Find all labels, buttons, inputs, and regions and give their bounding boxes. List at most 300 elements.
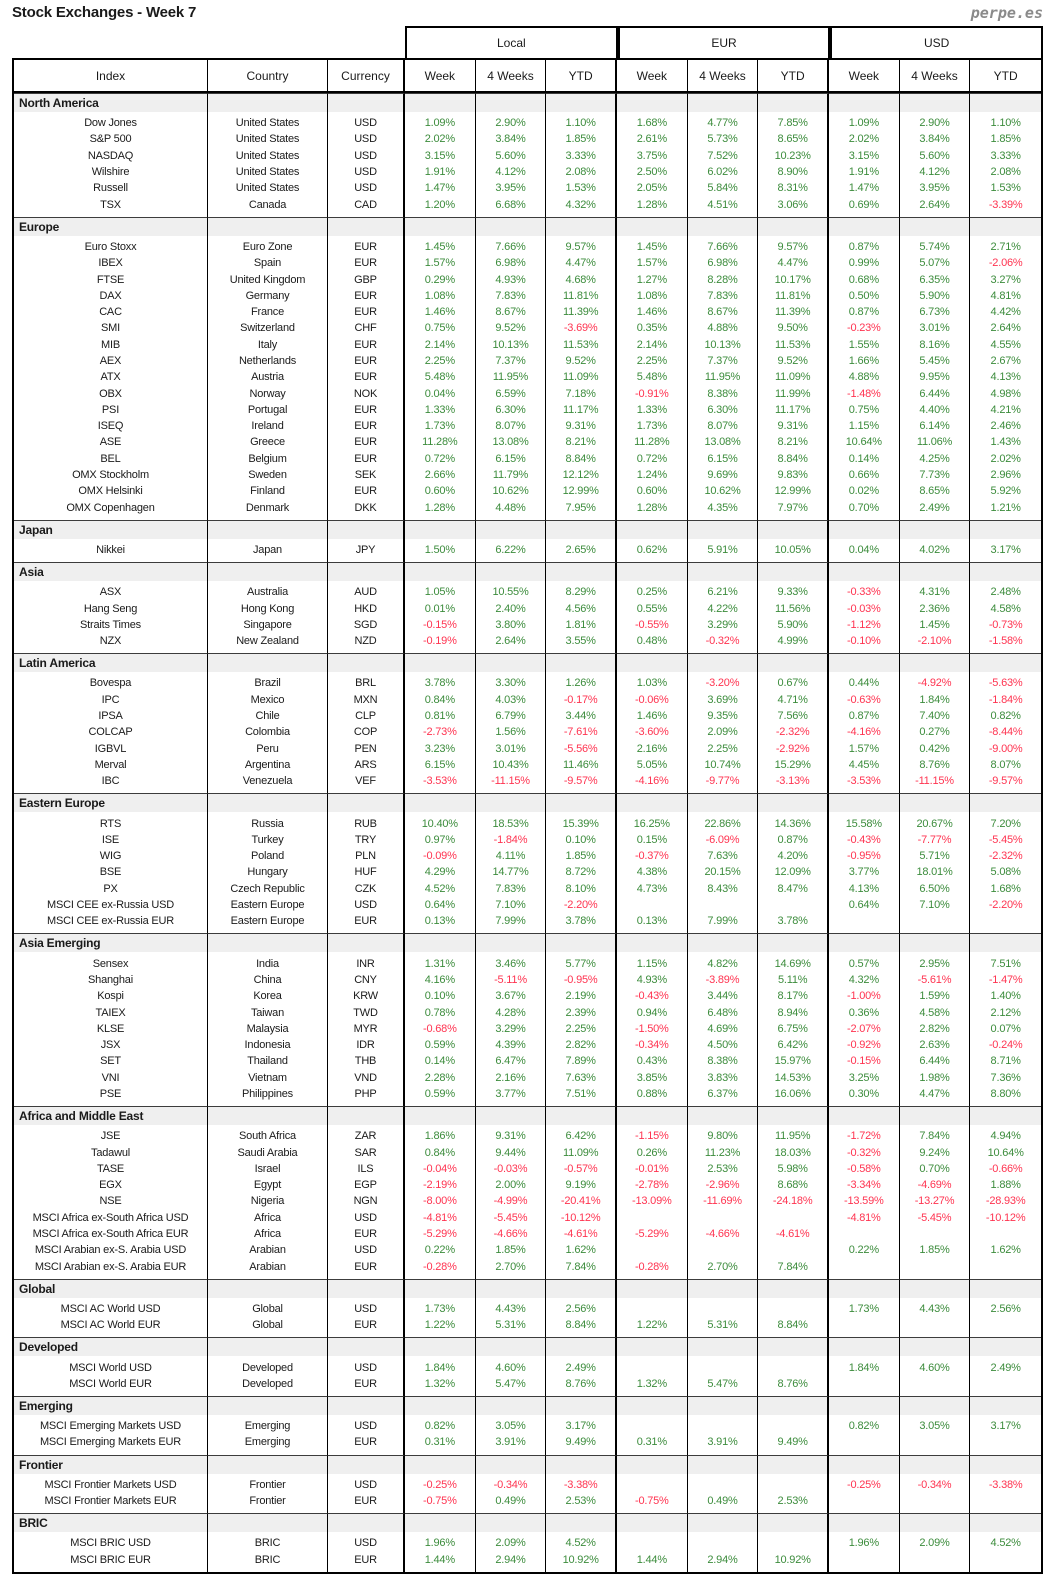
country-cell: Greece xyxy=(208,434,328,450)
currency-cell: EUR xyxy=(328,402,405,418)
value-cell: -1.84% xyxy=(476,832,547,848)
country-cell: United States xyxy=(208,115,328,131)
value-cell: 0.82% xyxy=(829,1418,900,1434)
value-cell: -2.32% xyxy=(988,850,1023,863)
value-cell: 8.17% xyxy=(758,988,829,1004)
value-cell: -11.69% xyxy=(688,1193,759,1209)
currency-cell: TWD xyxy=(328,1004,405,1020)
section-name-cell xyxy=(617,793,688,812)
value-cell: 4.69% xyxy=(688,1021,759,1037)
value-cell: 18.53% xyxy=(476,815,547,831)
value-cell: 0.22% xyxy=(829,1242,900,1258)
value-cell: 6.44% xyxy=(900,1053,971,1069)
value-cell: 1.68% xyxy=(617,115,688,131)
section-name-cell xyxy=(688,562,759,581)
value-cell: 1.47% xyxy=(405,180,476,196)
value-cell: 0.68% xyxy=(829,271,900,287)
value-cell: -24.18% xyxy=(758,1193,829,1209)
value-cell: 0.94% xyxy=(617,1004,688,1020)
value-cell: 0.59% xyxy=(405,1086,476,1102)
value-cell: 8.07% xyxy=(688,418,759,434)
value-cell: 1.55% xyxy=(829,337,900,353)
section-name-cell xyxy=(405,1279,476,1298)
value-cell: 16.25% xyxy=(617,815,688,831)
value-cell: 1.15% xyxy=(829,418,900,434)
value-cell: 2.12% xyxy=(990,1006,1021,1019)
section-name-cell xyxy=(328,653,405,672)
currency-cell: INR xyxy=(328,955,405,971)
index-cell: JSE xyxy=(14,1128,208,1144)
value-cell: 3.85% xyxy=(617,1070,688,1086)
country-cell: United Kingdom xyxy=(208,271,328,287)
value-cell: 1.22% xyxy=(405,1317,476,1333)
value-cell xyxy=(829,1551,900,1567)
value-cell: -0.75% xyxy=(617,1493,688,1509)
country-cell: United States xyxy=(208,131,328,147)
value-cell: 8.47% xyxy=(758,881,829,897)
value-cell: 2.65% xyxy=(546,542,617,558)
value-cell: 2.02% xyxy=(405,131,476,147)
value-cell: 2.56% xyxy=(546,1301,617,1317)
value-cell xyxy=(829,1434,900,1450)
value-cell xyxy=(758,1242,829,1258)
value-cell: 0.26% xyxy=(617,1144,688,1160)
value-cell: 7.83% xyxy=(688,288,759,304)
section-name-cell xyxy=(476,1455,547,1474)
value-cell: 1.88% xyxy=(990,1179,1021,1192)
value-cell: -0.33% xyxy=(829,584,900,600)
value-cell: 6.48% xyxy=(688,1004,759,1020)
country-cell: Hungary xyxy=(208,864,328,880)
section-name-cell xyxy=(617,653,688,672)
value-cell: 7.51% xyxy=(990,957,1021,970)
section-name-cell xyxy=(546,1513,617,1532)
value-cell: 2.36% xyxy=(900,600,971,616)
index-cell: MSCI Frontier Markets EUR xyxy=(14,1493,208,1509)
country-cell: Arabian xyxy=(208,1259,328,1275)
value-cell: 9.49% xyxy=(546,1434,617,1450)
value-cell: 4.43% xyxy=(476,1301,547,1317)
value-cell: 3.33% xyxy=(546,148,617,164)
value-cell xyxy=(829,1376,900,1392)
value-cell: 3.75% xyxy=(617,148,688,164)
currency-cell: EUR xyxy=(328,483,405,499)
value-cell: 6.44% xyxy=(900,385,971,401)
value-cell: -10.12% xyxy=(546,1210,617,1226)
country-cell: Brazil xyxy=(208,675,328,691)
section-name-cell xyxy=(758,562,829,581)
value-cell: 4.12% xyxy=(476,164,547,180)
value-cell: -1.15% xyxy=(617,1128,688,1144)
section-name-cell xyxy=(476,653,547,672)
value-cell: -1.12% xyxy=(829,617,900,633)
value-cell xyxy=(617,1242,688,1258)
value-cell: 1.73% xyxy=(405,418,476,434)
section-name-cell xyxy=(546,1455,617,1474)
value-cell: 10.17% xyxy=(758,271,829,287)
table-row xyxy=(14,1210,1041,1226)
value-cell: 1.09% xyxy=(405,115,476,131)
value-cell: 2.96% xyxy=(990,469,1021,482)
value-cell: 3.29% xyxy=(688,617,759,633)
value-cell: 4.68% xyxy=(546,271,617,287)
table-row xyxy=(14,483,1041,499)
value-cell: -0.06% xyxy=(617,692,688,708)
value-cell: 0.72% xyxy=(405,451,476,467)
value-cell: 4.32% xyxy=(829,972,900,988)
table-row xyxy=(14,897,1041,913)
value-cell xyxy=(900,1493,971,1509)
value-cell: 4.56% xyxy=(546,600,617,616)
value-cell: 9.50% xyxy=(758,320,829,336)
value-cell: 3.80% xyxy=(476,617,547,633)
currency-cell: JPY xyxy=(328,542,405,558)
value-cell: -0.04% xyxy=(405,1161,476,1177)
value-cell: 4.45% xyxy=(829,757,900,773)
section-name-cell xyxy=(900,1337,971,1356)
table-row xyxy=(14,337,1041,353)
value-cell: 0.14% xyxy=(829,451,900,467)
currency-cell: COP xyxy=(328,724,405,740)
currency-cell: PHP xyxy=(328,1086,405,1102)
value-cell: 1.32% xyxy=(405,1376,476,1392)
value-cell: -4.66% xyxy=(476,1226,547,1242)
value-cell: 2.19% xyxy=(546,988,617,1004)
table-row xyxy=(14,773,1041,789)
section-name-cell xyxy=(758,933,829,952)
country-cell: Hong Kong xyxy=(208,600,328,616)
currency-cell: CZK xyxy=(328,881,405,897)
value-cell xyxy=(900,1376,971,1392)
value-cell: 10.64% xyxy=(987,1146,1024,1159)
value-cell: 4.88% xyxy=(829,369,900,385)
value-cell: -0.25% xyxy=(405,1477,476,1493)
value-cell: 4.94% xyxy=(990,1130,1021,1143)
currency-cell: HUF xyxy=(328,864,405,880)
index-cell: CAC xyxy=(14,304,208,320)
table-row xyxy=(14,692,1041,708)
value-cell: 10.92% xyxy=(758,1551,829,1567)
section-name-cell xyxy=(829,1455,900,1474)
value-cell: 4.50% xyxy=(688,1037,759,1053)
column-header: YTD xyxy=(993,68,1018,83)
value-cell: 10.62% xyxy=(688,483,759,499)
value-cell: 1.62% xyxy=(990,1244,1021,1257)
country-cell: Switzerland xyxy=(208,320,328,336)
value-cell: 0.72% xyxy=(617,451,688,467)
value-cell: 9.57% xyxy=(546,239,617,255)
table-row xyxy=(14,1551,1041,1567)
value-cell: 7.18% xyxy=(546,385,617,401)
section-name-cell xyxy=(546,1396,617,1415)
section-name-cell xyxy=(476,1396,547,1415)
value-cell: 0.87% xyxy=(758,832,829,848)
value-cell: 4.28% xyxy=(476,1004,547,1020)
value-cell: 6.79% xyxy=(476,708,547,724)
value-cell: 6.21% xyxy=(688,584,759,600)
value-cell: -0.92% xyxy=(829,1037,900,1053)
value-cell: 6.15% xyxy=(476,451,547,467)
value-cell: 5.47% xyxy=(476,1376,547,1392)
section-name-cell xyxy=(328,1279,405,1298)
value-cell: -0.19% xyxy=(405,633,476,649)
section-name-cell: Eastern Europe xyxy=(14,793,208,812)
index-cell: MIB xyxy=(14,337,208,353)
value-cell: 7.56% xyxy=(758,708,829,724)
value-cell: -0.91% xyxy=(617,385,688,401)
value-cell: 1.10% xyxy=(546,115,617,131)
index-cell: MSCI BRIC USD xyxy=(14,1535,208,1551)
currency-cell: ILS xyxy=(328,1161,405,1177)
value-cell: 8.10% xyxy=(546,881,617,897)
value-cell: 3.30% xyxy=(476,675,547,691)
value-cell: 4.93% xyxy=(476,271,547,287)
value-cell: -3.38% xyxy=(988,1478,1023,1491)
index-cell: KLSE xyxy=(14,1021,208,1037)
value-cell: 1.96% xyxy=(829,1535,900,1551)
table-row xyxy=(14,196,1041,212)
index-cell: AEX xyxy=(14,353,208,369)
table-row xyxy=(14,848,1041,864)
index-cell: OMX Copenhagen xyxy=(14,500,208,516)
value-cell: 2.16% xyxy=(476,1070,547,1086)
index-cell: S&P 500 xyxy=(14,131,208,147)
value-cell: 2.09% xyxy=(688,724,759,740)
index-cell: BSE xyxy=(14,864,208,880)
value-cell: 2.90% xyxy=(476,115,547,131)
value-cell: 1.85% xyxy=(546,131,617,147)
value-cell: 1.91% xyxy=(405,164,476,180)
section-name-cell: Developed xyxy=(14,1337,208,1356)
value-cell: -2.73% xyxy=(405,724,476,740)
value-cell: -13.27% xyxy=(900,1193,971,1209)
country-cell: Germany xyxy=(208,288,328,304)
value-cell: 11.53% xyxy=(758,337,829,353)
section-name-cell xyxy=(328,1337,405,1356)
value-cell: 2.82% xyxy=(546,1037,617,1053)
country-cell: Emerging xyxy=(208,1418,328,1434)
value-cell: -6.09% xyxy=(688,832,759,848)
value-cell xyxy=(900,1434,971,1450)
index-cell: OMX Stockholm xyxy=(14,467,208,483)
section-name-cell xyxy=(758,520,829,539)
value-cell: 0.29% xyxy=(405,271,476,287)
currency-cell: DKK xyxy=(328,500,405,516)
value-cell: 8.80% xyxy=(990,1087,1021,1100)
value-cell: 7.37% xyxy=(688,353,759,369)
value-cell: 7.40% xyxy=(900,708,971,724)
table-row xyxy=(14,369,1041,385)
section-name-cell xyxy=(829,933,900,952)
value-cell: 3.95% xyxy=(476,180,547,196)
value-cell: -0.32% xyxy=(829,1144,900,1160)
value-cell: 2.67% xyxy=(990,355,1021,367)
country-cell: Africa xyxy=(208,1226,328,1242)
section-name-cell xyxy=(900,1455,971,1474)
value-cell: 0.57% xyxy=(829,955,900,971)
column-header: Country xyxy=(208,60,328,91)
value-cell: 0.31% xyxy=(617,1434,688,1450)
section-row xyxy=(14,1513,1041,1532)
value-cell: 11.09% xyxy=(758,369,829,385)
section-name-cell xyxy=(970,793,1041,812)
section-name-cell xyxy=(208,562,328,581)
value-cell: 3.15% xyxy=(829,148,900,164)
section-name-cell xyxy=(688,1513,759,1532)
section-name-cell xyxy=(970,1455,1041,1474)
value-cell: 12.99% xyxy=(546,483,617,499)
currency-cell: EUR xyxy=(328,913,405,929)
value-cell: 10.62% xyxy=(476,483,547,499)
table-row xyxy=(14,1535,1041,1551)
index-cell: DAX xyxy=(14,288,208,304)
value-cell: -0.03% xyxy=(829,600,900,616)
value-cell: 7.95% xyxy=(546,500,617,516)
section-name-cell: Asia Emerging xyxy=(14,933,208,952)
value-cell: 0.48% xyxy=(617,633,688,649)
value-cell: 0.82% xyxy=(405,1418,476,1434)
value-cell: 2.94% xyxy=(476,1551,547,1567)
value-cell: 0.49% xyxy=(476,1493,547,1509)
value-cell: 0.84% xyxy=(405,692,476,708)
value-cell xyxy=(688,1242,759,1258)
value-cell: 3.67% xyxy=(476,988,547,1004)
value-cell: -2.20% xyxy=(988,899,1023,912)
spacer-cell xyxy=(328,1568,405,1572)
value-cell: 1.15% xyxy=(617,955,688,971)
value-cell: 1.56% xyxy=(476,724,547,740)
value-cell: -3.38% xyxy=(546,1477,617,1493)
value-cell: 11.53% xyxy=(546,337,617,353)
value-cell: -0.23% xyxy=(829,320,900,336)
value-cell: -0.55% xyxy=(617,617,688,633)
value-cell: 4.21% xyxy=(990,403,1021,416)
index-cell: NSE xyxy=(14,1193,208,1209)
value-cell: 8.84% xyxy=(546,1317,617,1333)
value-cell: 2.16% xyxy=(617,741,688,757)
value-cell: 0.87% xyxy=(829,708,900,724)
value-cell: -0.15% xyxy=(405,617,476,633)
value-cell: 5.90% xyxy=(900,288,971,304)
value-cell: 0.07% xyxy=(990,1022,1021,1035)
value-cell: 2.02% xyxy=(990,452,1021,465)
value-cell: 0.59% xyxy=(405,1037,476,1053)
table-row xyxy=(14,148,1041,164)
value-cell: 6.98% xyxy=(476,255,547,271)
value-cell: 2.61% xyxy=(617,131,688,147)
table-row xyxy=(14,1493,1041,1509)
spacer-cell xyxy=(829,1568,900,1572)
value-cell: 8.94% xyxy=(758,1004,829,1020)
table-row xyxy=(14,255,1041,271)
value-cell: -13.59% xyxy=(829,1193,900,1209)
value-cell: 4.25% xyxy=(900,451,971,467)
currency-cell: EUR xyxy=(328,337,405,353)
section-row xyxy=(14,1396,1041,1415)
value-cell xyxy=(758,1477,829,1493)
value-cell: 18.01% xyxy=(900,864,971,880)
value-cell: 7.84% xyxy=(546,1259,617,1275)
section-name-cell xyxy=(546,93,617,112)
value-cell: 0.02% xyxy=(829,483,900,499)
value-cell: 1.46% xyxy=(617,708,688,724)
value-cell: 14.77% xyxy=(476,864,547,880)
currency-cell: USD xyxy=(328,115,405,131)
value-cell: 0.27% xyxy=(900,724,971,740)
section-name-cell xyxy=(617,1396,688,1415)
value-cell: 12.99% xyxy=(758,483,829,499)
value-cell: -0.24% xyxy=(988,1039,1023,1052)
value-cell: 4.73% xyxy=(617,881,688,897)
value-cell: 14.53% xyxy=(758,1070,829,1086)
value-cell: 11.23% xyxy=(688,1144,759,1160)
table-row xyxy=(14,1037,1041,1053)
value-cell: -0.66% xyxy=(988,1162,1023,1175)
section-name-cell xyxy=(970,520,1041,539)
value-cell: -5.29% xyxy=(617,1226,688,1242)
section-name-cell xyxy=(829,93,900,112)
value-cell: 2.63% xyxy=(900,1037,971,1053)
index-cell: Euro Stoxx xyxy=(14,239,208,255)
value-cell: 9.33% xyxy=(758,584,829,600)
currency-cell: NZD xyxy=(328,633,405,649)
value-cell: 8.84% xyxy=(546,451,617,467)
section-name-cell xyxy=(208,1279,328,1298)
country-cell: Emerging xyxy=(208,1434,328,1450)
table-row xyxy=(14,1317,1041,1333)
index-cell: MSCI Arabian ex-S. Arabia USD xyxy=(14,1242,208,1258)
section-name-cell xyxy=(328,217,405,236)
value-cell: 7.83% xyxy=(476,881,547,897)
value-cell: 8.76% xyxy=(546,1376,617,1392)
value-cell: -0.95% xyxy=(546,972,617,988)
value-cell: -9.00% xyxy=(988,742,1023,755)
column-group-header: USD xyxy=(830,26,1043,58)
value-cell: 0.30% xyxy=(829,1086,900,1102)
value-cell: 1.46% xyxy=(617,304,688,320)
value-cell: 8.76% xyxy=(900,757,971,773)
value-cell: 5.71% xyxy=(900,848,971,864)
index-cell: IPSA xyxy=(14,708,208,724)
section-name-cell xyxy=(405,1455,476,1474)
section-name-cell xyxy=(328,1396,405,1415)
value-cell: 8.38% xyxy=(688,385,759,401)
section-name-cell xyxy=(546,1279,617,1298)
currency-cell: CHF xyxy=(328,320,405,336)
index-cell: MSCI CEE ex-Russia EUR xyxy=(14,913,208,929)
section-name-cell xyxy=(328,520,405,539)
value-cell: 1.85% xyxy=(990,133,1021,146)
section-row xyxy=(14,93,1041,112)
value-cell: -4.69% xyxy=(900,1177,971,1193)
section-name-cell xyxy=(405,1106,476,1125)
value-cell: 5.74% xyxy=(900,239,971,255)
value-cell: 1.73% xyxy=(405,1301,476,1317)
section-name-cell xyxy=(546,1337,617,1356)
value-cell: 1.28% xyxy=(405,500,476,516)
value-cell: 1.47% xyxy=(829,180,900,196)
currency-cell: RUB xyxy=(328,815,405,831)
currency-cell: VND xyxy=(328,1070,405,1086)
table-row xyxy=(14,434,1041,450)
currency-cell: PLN xyxy=(328,848,405,864)
value-cell: 8.28% xyxy=(688,271,759,287)
table-row xyxy=(14,288,1041,304)
value-cell: 3.77% xyxy=(476,1086,547,1102)
value-cell: 2.53% xyxy=(546,1493,617,1509)
value-cell: 0.01% xyxy=(405,600,476,616)
table-row xyxy=(14,1021,1041,1037)
